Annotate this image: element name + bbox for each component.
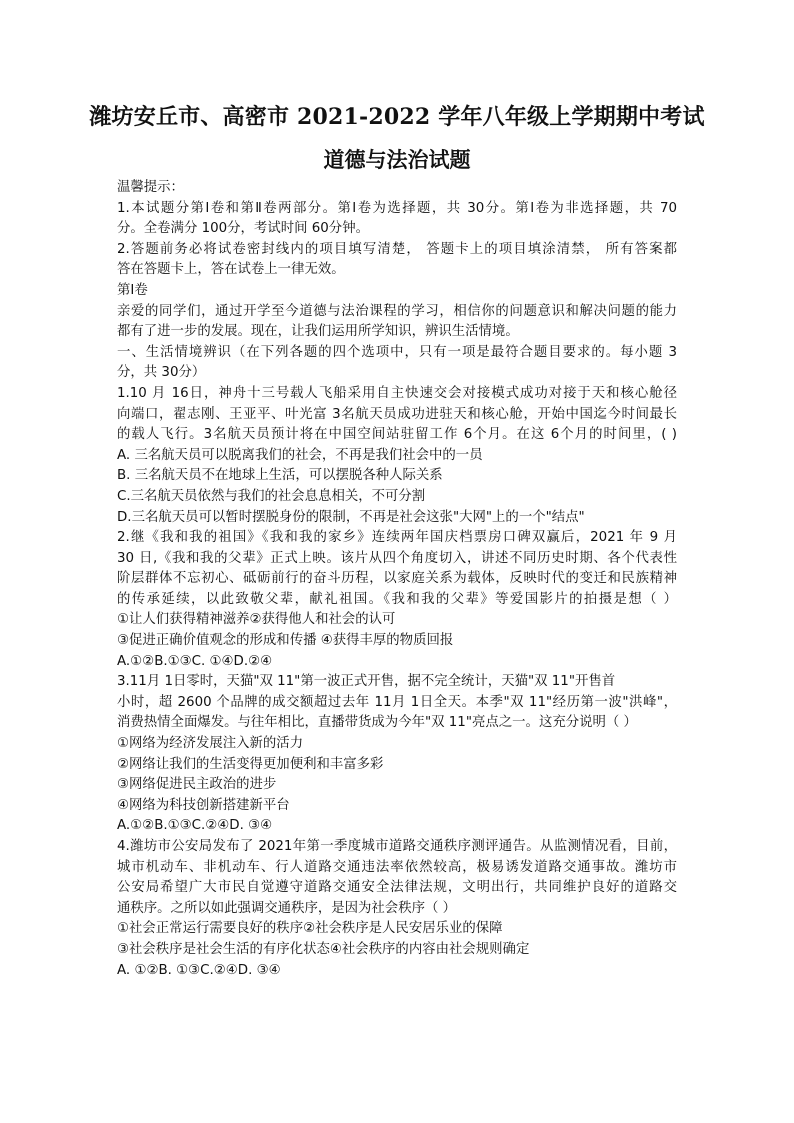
text-line: 4.潍坊市公安局发布了 2021年第一季度城市道路交通秩序测评通告。从监测情况看，目前， (117, 839, 677, 854)
text-line: 公安局希望广大市民自觉遵守道路交通安全法律法规，文明出行，共同维护良好的道路交 (117, 880, 677, 896)
text-line: 2.继《我和我的祖国》《我和我的家乡》连续两年国庆档票房口碑双赢后，2021 年 9 月 (117, 530, 677, 546)
text-line: 的载人飞行。3名航天员预计将在中国空间站驻留工作 6个月。在这 6个月的时间里，( ) (117, 427, 677, 443)
text-line: 阶层群体不忘初心、砥砺前行的奋斗历程，以家庭关系为载体，反映时代的变迁和民族精神 (117, 571, 677, 587)
exam-title: 潍坊安丘市、高密市 2021-2022 学年八年级上学期期中考试 (89, 104, 705, 130)
text-line: 答在答题卡上，答在试卷上一律无效。 (117, 262, 345, 278)
text-line: A. ①②B. ①③C.②④D. ③④ (117, 962, 281, 978)
text-line: 通秩序。之所以如此强调交通秩序，是因为社会秩序（ ） (117, 900, 457, 916)
text-line: ③社会秩序是社会生活的有序化状态④社会秩序的内容由社会规则确定 (117, 941, 530, 957)
text-line: A.①②B.①③C. ①④D.②④ (117, 653, 273, 669)
text-line: ②网络让我们的生活变得更加便利和丰富多彩 (117, 756, 384, 772)
text-line: ③网络促进民主政治的进步 (117, 777, 277, 793)
text-line: 1.本试题分第Ⅰ卷和第Ⅱ卷两部分。第Ⅰ卷为选择题，共 30分。第Ⅰ卷为非选择题，共 70 (117, 200, 677, 216)
text-line: 1.10 月 16日，神舟十三号载人飞船采用自主快速交会对接模式成功对接于天和核心舱径 (117, 385, 677, 401)
text-line: ①让人们获得精神滋养②获得他人和社会的认可 (117, 612, 396, 628)
text-line: ④网络为科技创新搭建新平台 (117, 797, 290, 813)
text-line: 一、生活情境辨识（在下列各题的四个选项中，只有一项是最符合题目要求的。每小题 3 (117, 344, 677, 360)
text-line: 第Ⅰ卷 (117, 282, 148, 298)
text-line: 的传承延续，以此致敬父辈，献礼祖国。《我和我的父辈》等爱国影片的拍摄是想（ ） (117, 591, 677, 607)
text-line: ③促进正确价值观念的形成和传播 ④获得丰厚的物质回报 (117, 633, 454, 649)
text-line: 2.答题前务必将试卷密封线内的项目填写清楚， 答题卡上的项目填涂清禁， 所有答案都 (117, 241, 677, 257)
text-line: 分。全卷满分 100分，考试时间 60分钟。 (117, 221, 369, 237)
text-line: 亲爱的同学们，通过开学至今道德与法治课程的学习，相信你的问题意识和解决问题的能力 (117, 303, 677, 319)
text-line: 城市机动车、非机动车、行人道路交通违法率依然较高，极易诱发道路交通事故。潍坊市 (117, 859, 677, 875)
exam-body (117, 178, 677, 981)
text-line: B. 三名航天员不在地球上生活，可以摆脱各种人际关系 (117, 468, 443, 484)
text-line: 温馨提示： (117, 180, 184, 195)
text-line: 向端口，翟志刚、王亚平、叶光富 3名航天员成功进驻天和核心舱，开始中国迄今时间最长 (117, 406, 677, 422)
text-line: C.三名航天员依然与我们的社会息息相关，不可分割 (117, 488, 426, 504)
text-line: D.三名航天员可以暂时摆脱身份的限制，不再是社会这张"大网"上的一个"结点" (117, 509, 585, 525)
text-line: ①网络为经济发展注入新的活力 (117, 736, 304, 752)
text-line: 小时，超 2600 个品牌的成交额超过去年 11月 1日全天。本季"双 11"经历第一波"洪峰"， (117, 694, 677, 710)
text-line: 消费热情全面爆发。与往年相比，直播带货成为今年"双 11"亮点之一。这充分说明（ ） (117, 715, 637, 731)
exam-subtitle: 道德与法治试题 (323, 147, 471, 172)
text-line: 都有了进一步的发展。现在，让我们运用所学知识，辨识生活情境。 (117, 324, 519, 340)
text-line: 3.11月 1日零时，天猫"双 11"第一波正式开售，据不完全统计，天猫"双 11"开售首 (117, 674, 616, 690)
text-line: 分，共 30分） (117, 365, 206, 381)
text-line: 30 日,《我和我的父辈》正式上映。该片从四个角度切入，讲述不同历史时期、各个代表性 (117, 550, 677, 566)
text-line: ①社会正常运行需要良好的秩序②社会秩序是人民安居乐业的保障 (117, 921, 503, 937)
text-line: A.①②B.①③C.②④D. ③④ (117, 818, 273, 834)
text-line: A. 三名航天员可以脱离我们的社会，不再是我们社会中的一员 (117, 447, 483, 463)
